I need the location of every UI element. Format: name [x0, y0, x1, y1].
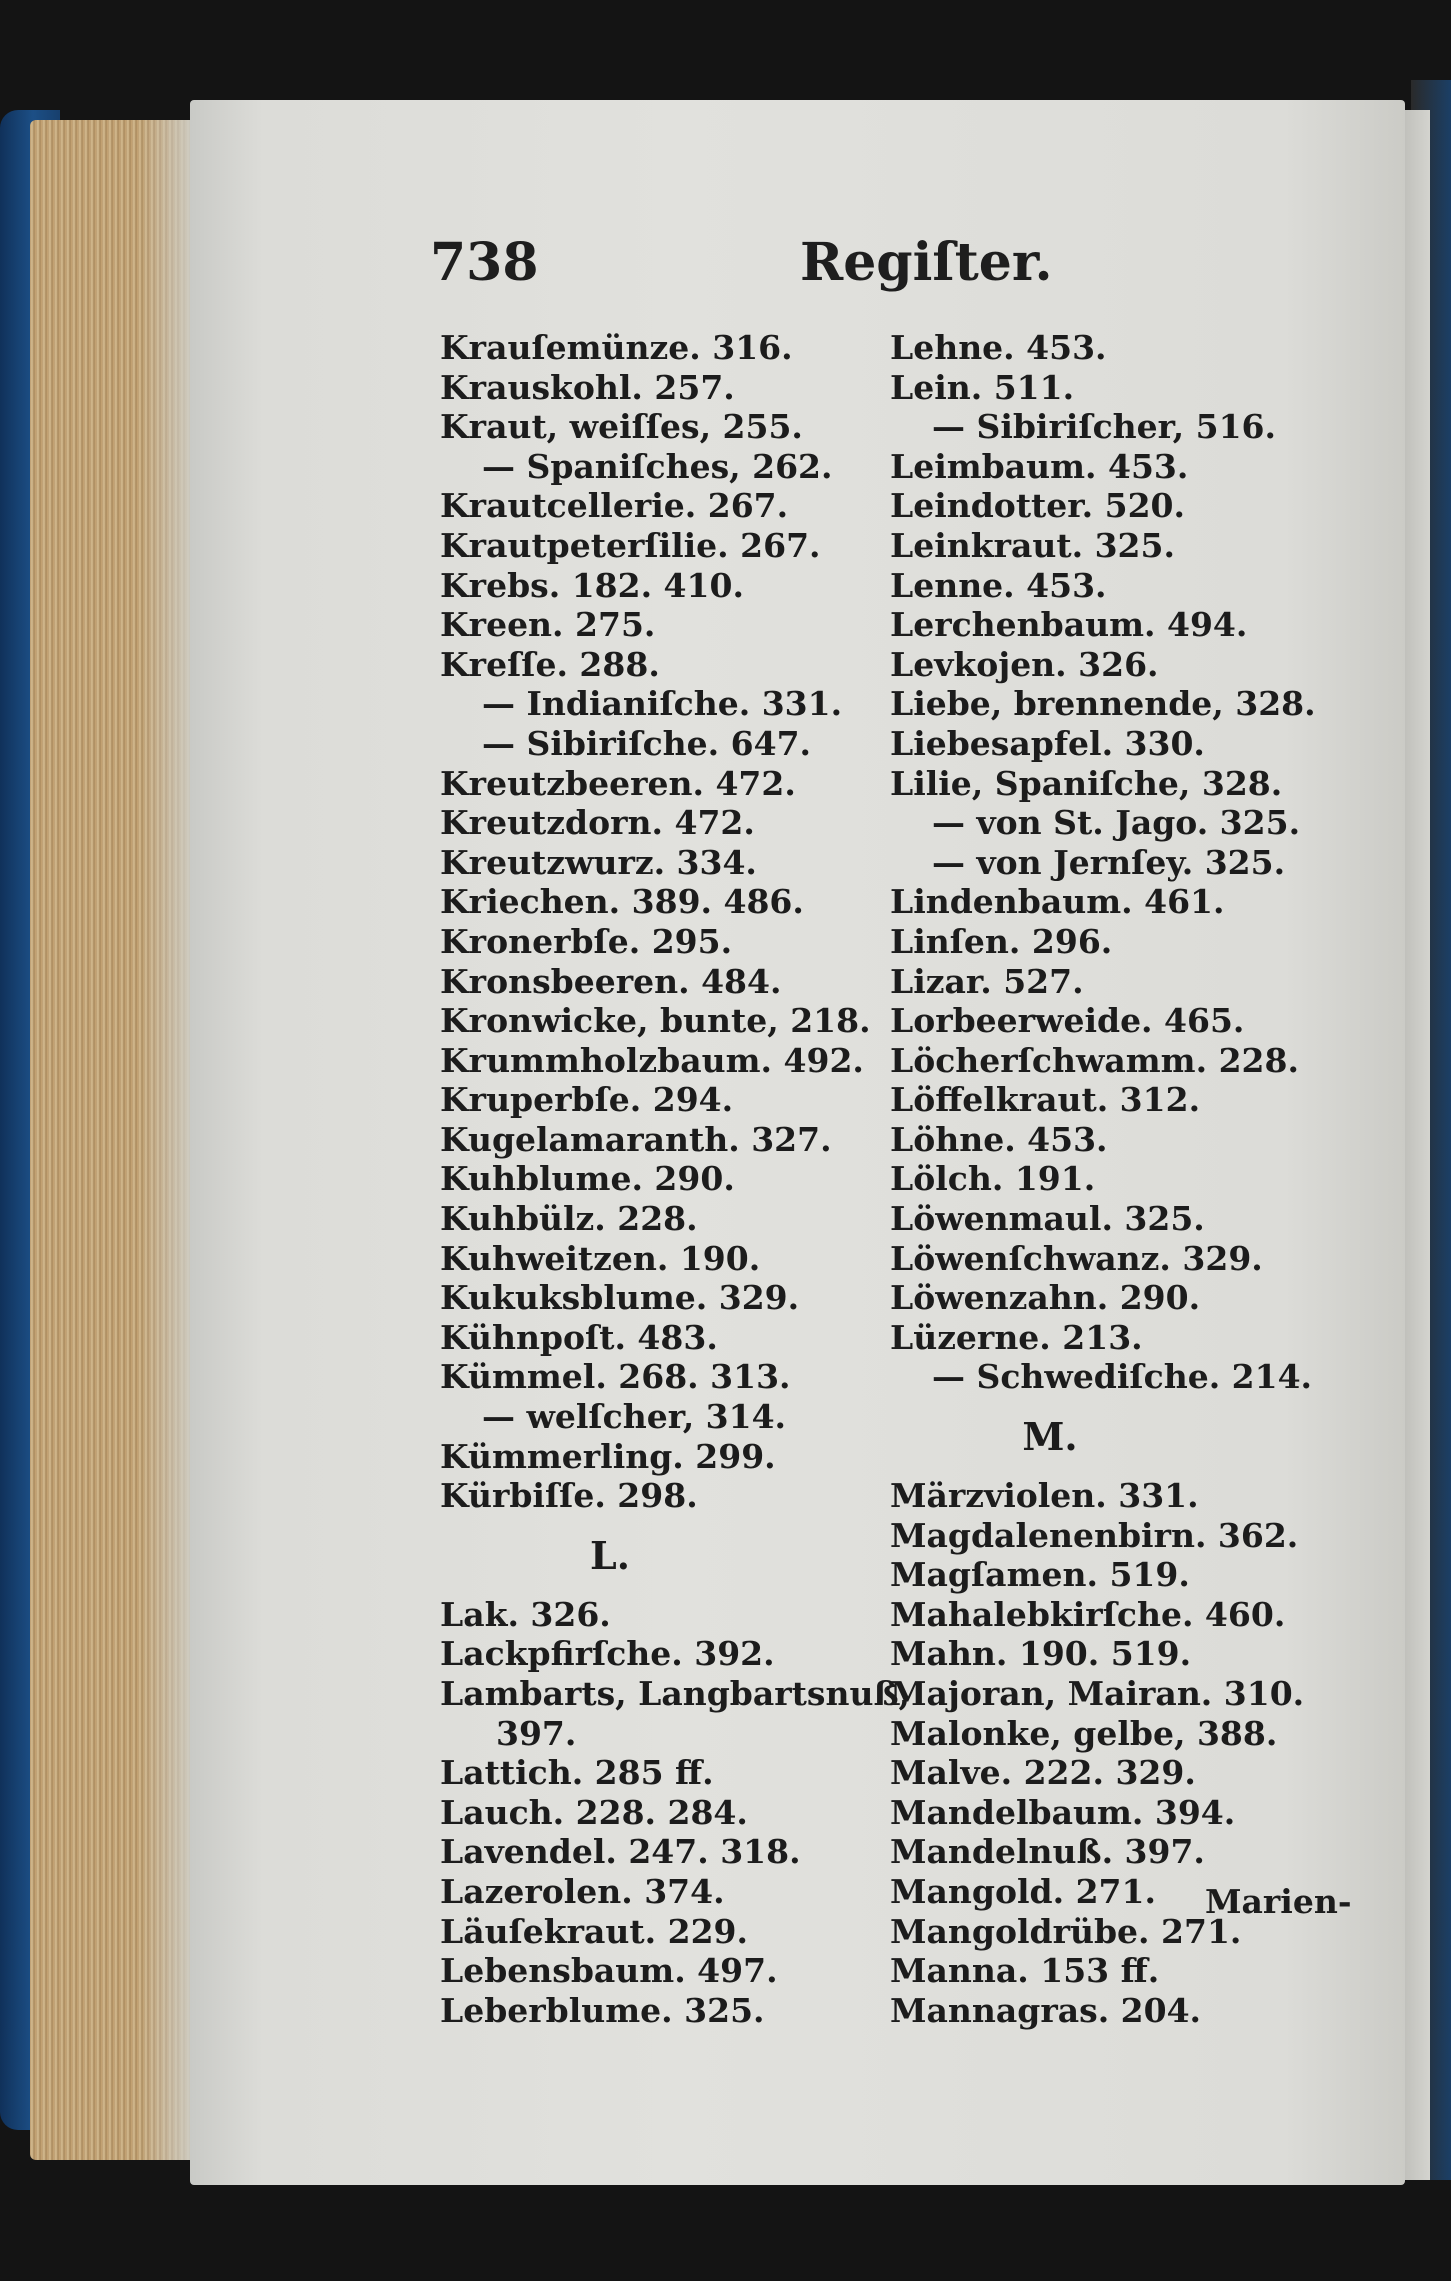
index-entry: Krautpeterſilie. 267.: [440, 525, 821, 565]
index-entry: — Indianiſche. 331.: [482, 684, 843, 724]
index-entry: Manna. 153 ff.: [890, 1951, 1160, 1991]
index-entry: Kuhweitzen. 190.: [440, 1238, 761, 1278]
index-entry: Mangold. 271.: [890, 1871, 1156, 1911]
index-entry: — von St. Jago. 325.: [932, 803, 1301, 843]
index-entry: Leinkraut. 325.: [890, 525, 1175, 565]
index-entry: Löwenmaul. 325.: [890, 1199, 1205, 1239]
index-entry: Kümmel. 268. 313.: [440, 1357, 791, 1397]
section-letter: M.: [1022, 1414, 1078, 1460]
index-column-left: [440, 328, 911, 2030]
index-entry: Kronwicke, bunte, 218.: [440, 1001, 871, 1041]
index-entry: Krummholzbaum. 492.: [440, 1040, 864, 1080]
index-entry: — Sibiriſche. 647.: [482, 723, 812, 763]
index-entry: Löwenzahn. 290.: [890, 1278, 1201, 1318]
index-column-right: [890, 328, 1350, 2030]
index-entry: Kraut, weiſſes, 255.: [440, 407, 803, 447]
index-entry: Lilie, Spaniſche, 328.: [890, 763, 1283, 803]
index-entry: — welſcher, 314.: [482, 1397, 787, 1437]
index-entry: Krauſemünze. 316.: [440, 328, 793, 367]
index-entry: — Spaniſches, 262.: [482, 446, 833, 486]
page-number: 738: [430, 232, 539, 293]
catchword: Marien-: [1205, 1882, 1352, 1921]
index-entry: 397.: [496, 1713, 577, 1753]
index-entry: Kühnpoſt. 483.: [440, 1317, 718, 1357]
index-entry: Lattich. 285 ff.: [440, 1753, 714, 1793]
page-header: [430, 232, 1053, 302]
index-entry: Märzviolen. 331.: [890, 1476, 1199, 1516]
index-entry: Kreutzdorn. 472.: [440, 803, 755, 843]
index-entry: Kriechen. 389. 486.: [440, 882, 804, 922]
index-entry: Kronerbſe. 295.: [440, 921, 733, 961]
index-entry: Kuhblume. 290.: [440, 1159, 735, 1199]
index-entry: Löcherſchwamm. 228.: [890, 1040, 1299, 1080]
index-entry: Malonke, gelbe, 388.: [890, 1713, 1278, 1753]
index-entry: Mannagras. 204.: [890, 1990, 1202, 2030]
page-edges: [30, 120, 200, 2160]
index-entry: Lehne. 453.: [890, 328, 1107, 367]
index-entry: — Schwediſche. 214.: [932, 1357, 1313, 1397]
index-entry: Mahn. 190. 519.: [890, 1634, 1192, 1674]
index-entry: Magdalenenbirn. 362.: [890, 1515, 1299, 1555]
index-entry: Kuhbülz. 228.: [440, 1199, 698, 1239]
index-entry: Kürbiſſe. 298.: [440, 1476, 698, 1516]
index-entry: Lindenbaum. 461.: [890, 882, 1225, 922]
index-entry: Kümmerling. 299.: [440, 1436, 776, 1476]
index-entry: Krauskohl. 257.: [440, 367, 735, 407]
index-entry: Leimbaum. 453.: [890, 446, 1189, 486]
index-entry: Kreen. 275.: [440, 605, 656, 645]
index-entry: Liebesapfel. 330.: [890, 723, 1205, 763]
index-entry: Leberblume. 325.: [440, 1990, 765, 2030]
index-entry: Lavendel. 247. 318.: [440, 1832, 801, 1872]
index-entry: Levkojen. 326.: [890, 644, 1159, 684]
index-entry: Leindotter. 520.: [890, 486, 1186, 526]
index-entry: Lauch. 228. 284.: [440, 1792, 748, 1832]
index-entry: Löwenſchwanz. 329.: [890, 1238, 1263, 1278]
page-title: Regiſter.: [800, 232, 1053, 293]
index-entry: — von Jernſey. 325.: [932, 842, 1286, 882]
index-entry: Lazerolen. 374.: [440, 1871, 725, 1911]
index-entry: Lüzerne. 213.: [890, 1317, 1143, 1357]
index-entry: Lenne. 453.: [890, 565, 1107, 605]
index-entry: Lölch. 191.: [890, 1159, 1096, 1199]
index-entry: Lak. 326.: [440, 1594, 611, 1634]
index-entry: Krautcellerie. 267.: [440, 486, 789, 526]
index-entry: Kukuksblume. 329.: [440, 1278, 800, 1318]
index-entry: Krebs. 182. 410.: [440, 565, 744, 605]
index-entry: Mandelbaum. 394.: [890, 1792, 1236, 1832]
index-entry: Malve. 222. 329.: [890, 1753, 1196, 1793]
index-entry: Lein. 511.: [890, 367, 1075, 407]
index-entry: Mahalebkirſche. 460.: [890, 1594, 1286, 1634]
index-entry: Mangoldrübe. 271.: [890, 1911, 1242, 1951]
index-entry: Lackpfirſche. 392.: [440, 1634, 775, 1674]
index-entry: — Sibiriſcher, 516.: [932, 407, 1277, 447]
index-entry: Liebe, brennende, 328.: [890, 684, 1316, 724]
section-letter: L.: [590, 1532, 630, 1578]
index-entry: Kreutzbeeren. 472.: [440, 763, 796, 803]
index-entry: Mandelnuß. 397.: [890, 1832, 1205, 1872]
index-entry: Läuſekraut. 229.: [440, 1911, 748, 1951]
index-entry: Löhne. 453.: [890, 1119, 1108, 1159]
index-entry: Lorbeerweide. 465.: [890, 1001, 1245, 1041]
index-entry: Linſen. 296.: [890, 921, 1113, 961]
index-entry: Magſamen. 519.: [890, 1555, 1190, 1595]
index-entry: Kreſſe. 288.: [440, 644, 660, 684]
index-entry: Kugelamaranth. 327.: [440, 1119, 832, 1159]
index-entry: Lizar. 527.: [890, 961, 1084, 1001]
index-entry: Lebensbaum. 497.: [440, 1951, 778, 1991]
index-entry: Kruperbſe. 294.: [440, 1080, 734, 1120]
index-entry: Kreutzwurz. 334.: [440, 842, 757, 882]
index-entry: Kronsbeeren. 484.: [440, 961, 782, 1001]
index-entry: Löffelkraut. 312.: [890, 1080, 1201, 1120]
index-entry: Lerchenbaum. 494.: [890, 605, 1248, 645]
index-entry: Lambarts, Langbartsnuß,: [440, 1674, 911, 1713]
index-entry: Majoran, Mairan. 310.: [890, 1674, 1305, 1713]
